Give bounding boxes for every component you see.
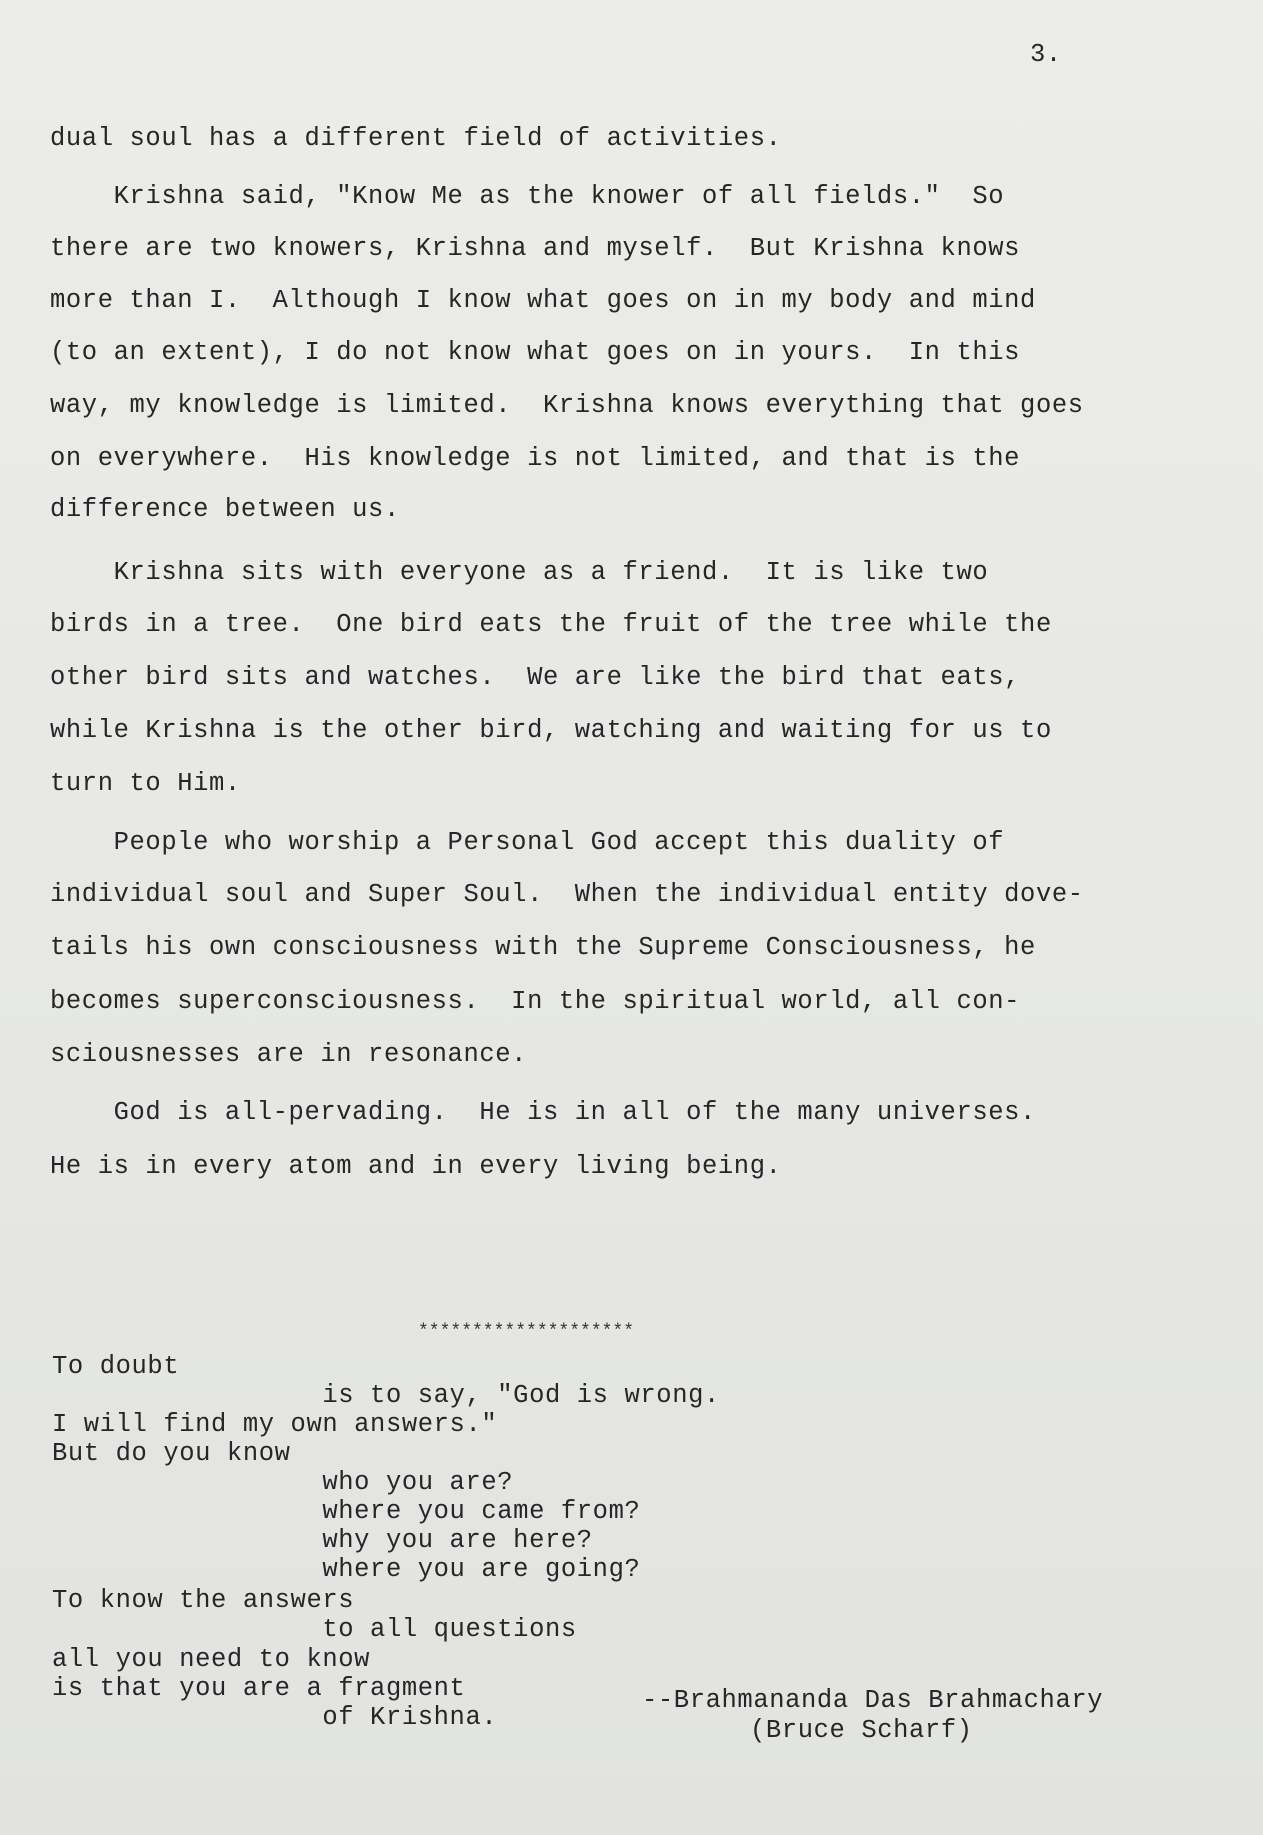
body-line: there are two knowers, Krishna and myself. But Krishna knows [50, 234, 1021, 263]
poem-line: To doubt [52, 1352, 180, 1381]
body-line: becomes superconsciousness. In the spiritual world, all con- [50, 987, 1021, 1016]
body-line: Krishna sits with everyone as a friend. It is like two [50, 558, 989, 587]
body-line: other bird sits and watches. We are like the bird that eats, [50, 663, 1021, 692]
poem-line: where you are going? [52, 1555, 641, 1584]
body-line: tails his own consciousness with the Supreme Consciousness, he [50, 933, 1036, 962]
attribution-alias: (Bruce Scharf) [750, 1716, 973, 1745]
poem-line: who you are? [52, 1468, 514, 1497]
body-line: more than I. Although I know what goes on in my body and mind [50, 286, 1036, 315]
body-line: turn to Him. [50, 769, 241, 798]
poem-line: all you need to know [52, 1645, 371, 1674]
poem-line: But do you know [52, 1439, 291, 1468]
body-line: (to an extent), I do not know what goes on in yours. In this [50, 338, 1021, 367]
poem-line: I will find my own answers." [52, 1410, 498, 1439]
body-line: People who worship a Personal God accept this duality of [50, 828, 1005, 857]
body-line: individual soul and Super Soul. When the individual entity dove- [50, 880, 1084, 909]
body-line: He is in every atom and in every living being. [50, 1152, 782, 1181]
body-line: dual soul has a different field of activities. [50, 124, 782, 153]
body-line: difference between us. [50, 495, 400, 524]
section-separator: ******************** [418, 1322, 635, 1342]
body-line: on everywhere. His knowledge is not limited, and that is the [50, 444, 1021, 473]
body-line: sciousnesses are in resonance. [50, 1040, 528, 1069]
poem-line: is to say, "God is wrong. [52, 1381, 720, 1410]
page-number: 3. [1030, 40, 1062, 69]
poem-line: where you came from? [52, 1497, 641, 1526]
poem-line: is that you are a fragment [52, 1674, 466, 1703]
body-line: birds in a tree. One bird eats the fruit of the tree while the [50, 610, 1052, 639]
poem-line: why you are here? [52, 1526, 593, 1555]
body-line: way, my knowledge is limited. Krishna knows everything that goes [50, 391, 1084, 420]
body-line: God is all-pervading. He is in all of the many universes. [50, 1098, 1036, 1127]
attribution-name: --Brahmananda Das Brahmachary [642, 1686, 1104, 1715]
poem-line: To know the answers [52, 1586, 355, 1615]
body-line: while Krishna is the other bird, watching and waiting for us to [50, 716, 1052, 745]
body-line: Krishna said, "Know Me as the knower of all fields." So [50, 182, 1005, 211]
poem-line: to all questions [52, 1615, 577, 1644]
poem-line: of Krishna. [52, 1703, 498, 1732]
